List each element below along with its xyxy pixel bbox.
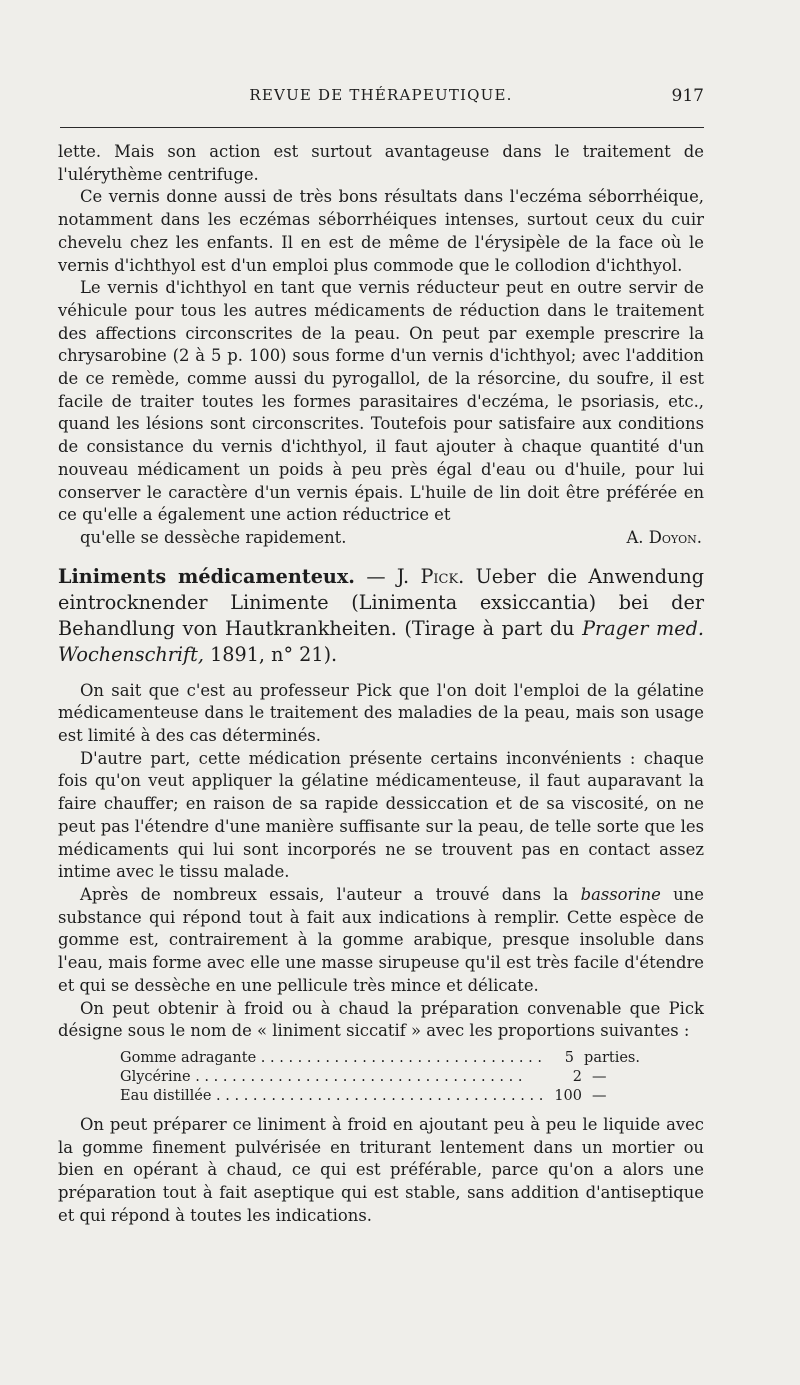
paragraph: D'autre part, cette médication présente certains inconvénients : chaque fois qu'on veut appliquer la gélatine médicamenteuse, il faut auparavant la faire chauffer; en raison de sa rapide dessiccation et de sa viscosité, on ne peut pas l'étendre d'une manière suffisante sur la peau, de telle sorte que les médicaments qui lui sont incorporés ne se trouvent pas en contact assez intime avec le tissu malade. [58, 748, 704, 882]
section-heading [58, 564, 704, 668]
header-rule [60, 127, 704, 128]
paragraph-text: Après de nombreux essais, l'auteur a trouvé dans la [80, 884, 581, 904]
paragraph-end: qu'elle se dessèche rapidement. [80, 527, 347, 547]
page-header [58, 86, 704, 110]
paragraph: Le vernis d'ichthyol en tant que vernis réducteur peut en outre servir de véhicule pour tous les autres médicaments de réduction dans le traitement des affections circonscrites de la peau. On peut par exemple prescrire la chrysarobine (2 à 5 p. 100) sous forme d'un vernis d'ichthyol; avec l'addition de ce remède, comme aussi du pyrogallol, de la résorcine, du soufre, il est facile de traiter toutes les formes parasitaires d'eczéma, le psoriasis, etc., quand les lésions sont circonscrites. Toutefois pour satisfaire aux conditions de consistance du vernis d'ichthyol, il faut ajouter à chaque quantité d'un nouveau médicament un poids à peu près égal d'eau ou d'huile, pour lui conserver le caractère d'un vernis épais. L'huile de lin doit être préférée en ce qu'elle a également une action réductrice et [58, 278, 704, 525]
page-number: 917 [671, 86, 704, 106]
journal-name: Prager med. Wochenschrift, [58, 616, 704, 666]
ingredient-name: Eau distillée . . . [120, 1087, 548, 1106]
running-title: REVUE DE THÉRAPEUTIQUE. [249, 86, 513, 104]
paragraph: On peut obtenir à froid ou à chaud la préparation convenable que Pick désigne sous le nom de « liniment siccatif » avec les proportions suivantes : [58, 998, 704, 1041]
signature-line [58, 527, 704, 550]
recipe-table [120, 1049, 640, 1106]
paragraph-text: une substance qui répond tout à fait aux indications à remplir. Cette espèce de gomme est, contrairement à la gomme arabique, presque insoluble dans l'eau, mais forme avec elle une masse sirupeuse qu'il est très facile d'étendre et qui se dessèche en une pellicule très mince et délicate. [58, 884, 704, 995]
author-signature: A. Doyon. [626, 527, 702, 547]
paragraph: On sait que c'est au professeur Pick que l'on doit l'emploi de la gélatine médicamenteuse dans le traitement des maladies de la peau, mais son usage est limité à des cas déterminés. [58, 680, 704, 746]
recipe-row [120, 1068, 640, 1087]
ingredient-quantity: 5 [564, 1049, 575, 1066]
ingredient-quantity: 2 [572, 1068, 582, 1085]
german-title: Ueber die Anwendung eintrocknender Linimente (Linimenta exsiccantia) bei der Behandlung von Hautkrankheiten. (Tirage à part du [58, 564, 705, 640]
ingredient-name: Gomme adragante . . . [120, 1049, 541, 1068]
paragraph: On peut préparer ce liniment à froid en ajoutant peu à peu le liquide avec la gomme finement pulvérisée en triturant lentement dans un mortier ou bien en opérant à chaud, ce qui est préférable, parce qu'on a alors une préparation tout à fait aseptique qui est stable, sans addition d'antiseptique et qui répond à toutes les indications. [58, 1114, 704, 1225]
paragraph: lette. Mais son action est surtout avantageuse dans le traitement de l'ulérythème centrifuge. [58, 142, 704, 184]
article-body [58, 141, 704, 1227]
recipe-row [120, 1049, 640, 1068]
ingredient-name: Glycérine . . . [120, 1068, 548, 1087]
journal-reference: 1891, n° 21). [203, 642, 338, 666]
recipe-row [120, 1087, 640, 1106]
section-title: Liniments médicamenteux. [58, 564, 355, 588]
ingredient-unit: parties. [584, 1049, 640, 1066]
heading-dash: — [355, 564, 397, 588]
paragraph: Ce vernis donne aussi de très bons résultats dans l'eczéma séborrhéique, notamment dans les eczémas séborrhéiques intenses, surtout ceux du cuir chevelu chez les enfants. Il en est de même de l'érysipèle de la face où le vernis d'ichthyol est d'un emploi plus commode que le collodion d'ichthyol. [58, 187, 704, 275]
section-author: J. Pick. [396, 564, 465, 588]
ingredient-quantity: 100 [554, 1087, 582, 1104]
italic-term: bassorine [580, 884, 661, 904]
paragraph [58, 884, 704, 998]
ingredient-unit: — [592, 1068, 607, 1085]
ingredient-unit: — [592, 1087, 607, 1104]
